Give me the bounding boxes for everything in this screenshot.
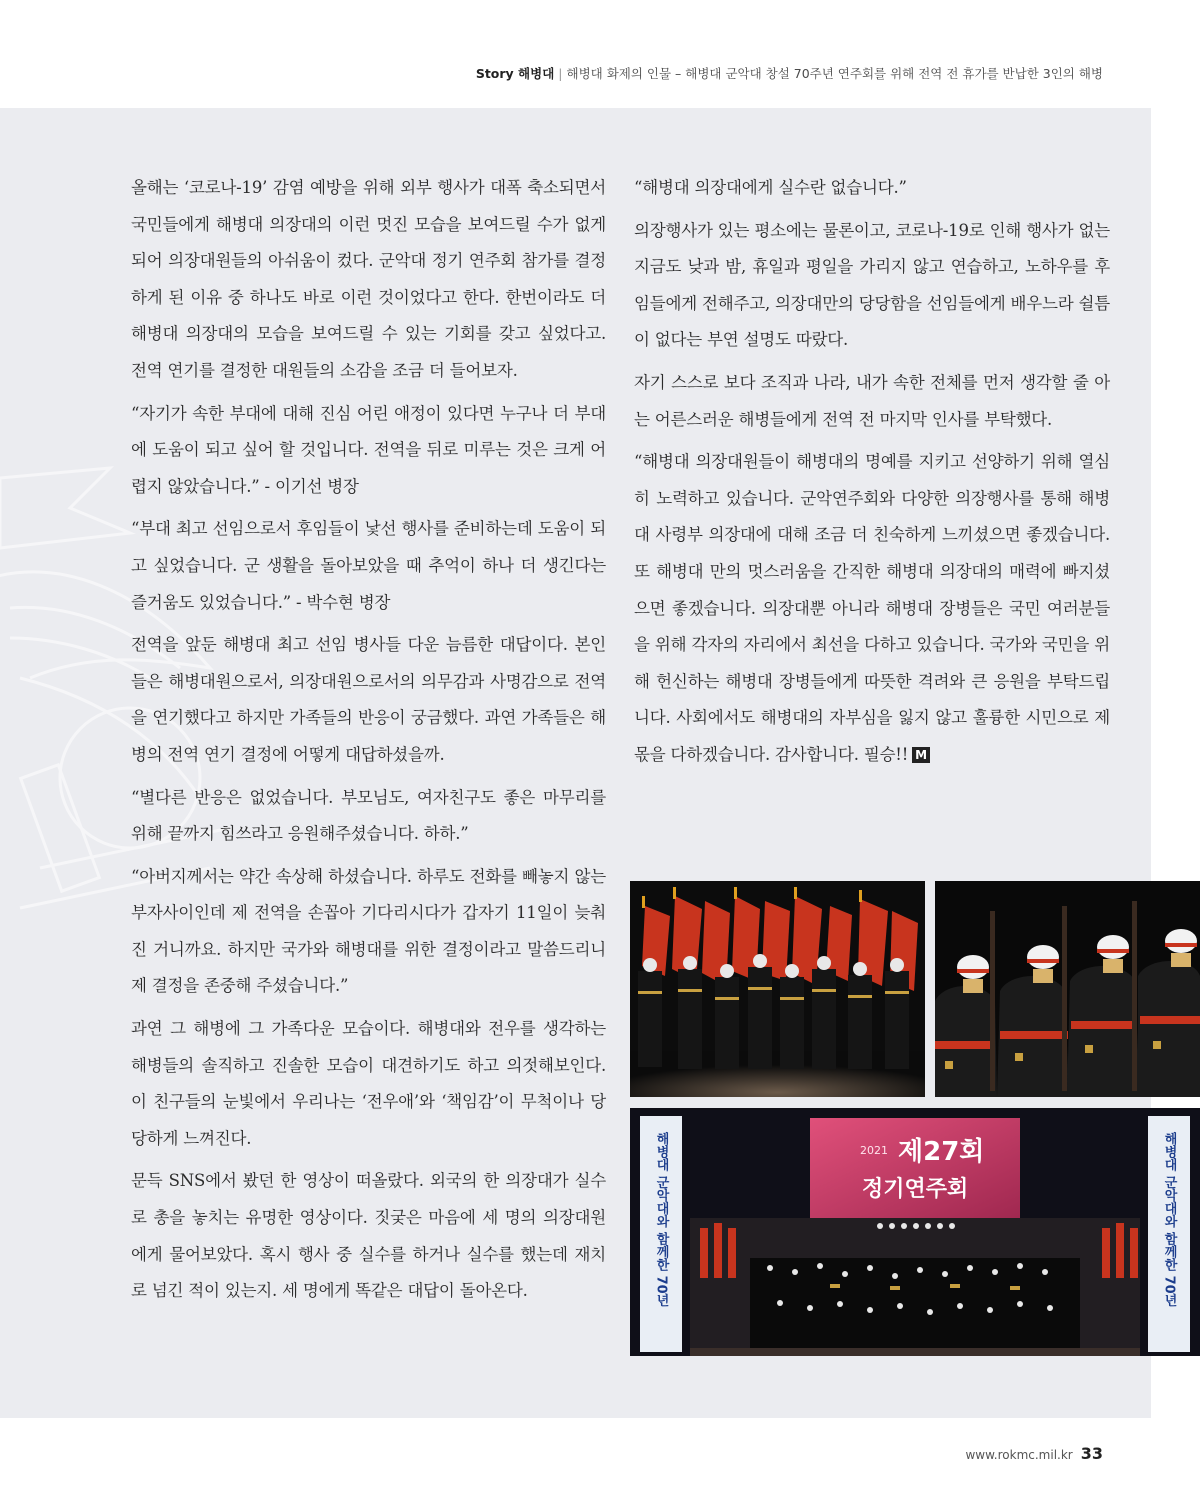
paragraph: 의장행사가 있는 평소에는 물론이고, 코로나-19로 인해 행사가 없는 지금도 낮과 밤, 휴일과 평일을 가리지 않고 연습하고, 노하우를 후임들에게 전해주고, 의장대만의 당당함을 선임들에게 배우느라 쉴틈이 없다는 부연 설명도 따랐다. [634, 220, 1111, 350]
left-text-column [131, 170, 606, 1316]
right-banner-text: 해병대 군악대와 함께한 70년 [1161, 1132, 1177, 1307]
running-header: Story 해병대 | 해병대 화제의 인물 – 해병대 군악대 창설 70주년 연주회를 위해 전역 전 휴가를 반납한 3인의 해병 [475, 66, 1103, 81]
content-panel [0, 108, 1177, 1418]
quote-paragraph: “자기가 속한 부대에 대해 진심 어린 애정이 있다면 누구나 더 부대에 도움이 되고 싶어 할 것입니다. 전역을 뒤로 미루는 것은 크게 어렵지 않았습니다.” - 이기선 병장 [131, 403, 606, 496]
left-banner-text: 해병대 군악대와 함께한 70년 [653, 1132, 669, 1307]
header-subtitle: 해병대 화제의 인물 – 해병대 군악대 창설 70주년 연주회를 위해 전역 전 휴가를 반납한 3인의 해병 [566, 66, 1103, 81]
quote-paragraph: “아버지께서는 약간 속상해 하셨습니다. 하루도 전화를 빼놓지 않는 부자사이인데 제 전역을 손꼽아 기다리시다가 갑자기 11일이 늦춰진 거니까요. 하지만 국가와 해병대를 위한 결정이라고 말씀드리니 제 결정을 존중해 주셨습니다.” [131, 866, 606, 996]
website-url: www.rokmc.mil.kr [965, 1448, 1073, 1462]
page-footer [965, 1444, 1103, 1463]
quote-paragraph: “해병대 의장대에게 실수란 없습니다.” [634, 178, 907, 197]
concert-title-text: 제27회 [898, 1137, 985, 1167]
paragraph: 올해는 ‘코로나-19’ 감염 예방을 위해 외부 행사가 대폭 축소되면서 국민들에게 해병대 의장대의 이런 멋진 모습을 보여드릴 수가 없게 되어 의장대원들의 아쉬움이 컸다. 군악대 정기 연주회 참가를 결정하게 된 이유 중 하나도 바로 이런 것이었다고 한다. 한번이라도 더 해병대 의장대의 모습을 보여드릴 수 있는 기회를 갖고 싶었다고. 전역 연기를 결정한 대원들의 소감을 조금 더 들어보자. [131, 178, 606, 380]
concert-subtitle-text: 정기연주회 [862, 1177, 969, 1202]
honor-guard-flags-photo [630, 881, 925, 1097]
quote-paragraph: “부대 최고 선임으로서 후임들이 낯선 행사를 준비하는데 도움이 되고 싶었습니다. 군 생활을 돌아보았을 때 추억이 하나 더 생긴다는 즐거움도 있었습니다.” - 박수현 병장 [131, 519, 606, 612]
honor-guard-rifles-photo [935, 881, 1200, 1097]
section-label: Story 해병대 [475, 66, 555, 81]
page-number: 33 [1080, 1444, 1103, 1463]
paragraph: 자기 스스로 보다 조직과 나라, 내가 속한 전체를 먼저 생각할 줄 아는 어른스러운 해병들에게 전역 전 마지막 인사를 부탁했다. [634, 372, 1110, 429]
regular-concert-photo [630, 1108, 1200, 1356]
paragraph: 과연 그 해병에 그 가족다운 모습이다. 해병대와 전우를 생각하는 해병들의 솔직하고 진솔한 모습이 대견하기도 하고 의젓해보인다. 이 친구들의 눈빛에서 우리나는 ‘전우애’와 ‘책임감’이 무척이나 당당하게 느껴진다. [131, 1019, 606, 1148]
closing-quote-paragraph [634, 444, 1110, 773]
paragraph: 문득 SNS에서 봤던 한 영상이 떠올랐다. 외국의 한 의장대가 실수로 총을 놓치는 유명한 영상이다. 짓궂은 마음에 세 명의 의장대원에게 물어보았다. 혹시 행사 중 실수를 하거나 실수를 했는데 재치로 넘긴 적이 있는지. 세 명에게 똑같은 대답이 돌아온다. [131, 1171, 606, 1301]
right-text-column [634, 170, 1110, 780]
end-mark-icon: M [912, 747, 930, 763]
closing-quote-text: “해병대 의장대원들이 해병대의 명예를 지키고 선양하기 위해 열심히 노력하고 있습니다. 군악연주회와 다양한 의장행사를 통해 해병대 사령부 의장대에 대해 조금 더 친숙하게 느끼셨으면 좋겠습니다. 또 해병대 만의 멋스러움을 간직한 해병대 의장대의 매력에 빠지셨으면 좋겠습니다. 의장대뿐 아니라 해병대 장병들은 국민 여러분들을 위해 각자의 자리에서 최선을 다하고 있습니다. 국가와 국민을 위해 헌신하는 해병대 장병들에게 따뜻한 격려와 큰 응원을 부탁드립니다. 사회에서도 해병대의 자부심을 잃지 않고 훌륭한 시민으로 제 몫을 다하겠습니다. 감사합니다. 필승!! [634, 452, 1110, 764]
concert-year-text: 2021 [860, 1144, 888, 1157]
quote-paragraph: “별다른 반응은 없었습니다. 부모님도, 여자친구도 좋은 마무리를 위해 끝까지 힘쓰라고 응원해주셨습니다. 하하.” [131, 787, 606, 844]
paragraph: 전역을 앞둔 해병대 최고 선임 병사들 다운 늠름한 대답이다. 본인들은 해병대원으로서, 의장대원으로서의 의무감과 사명감으로 전역을 연기했다고 하지만 가족들의 반응이 궁금했다. 과연 가족들은 해병의 전역 연기 결정에 어떻게 대답하셨을까. [131, 635, 606, 764]
